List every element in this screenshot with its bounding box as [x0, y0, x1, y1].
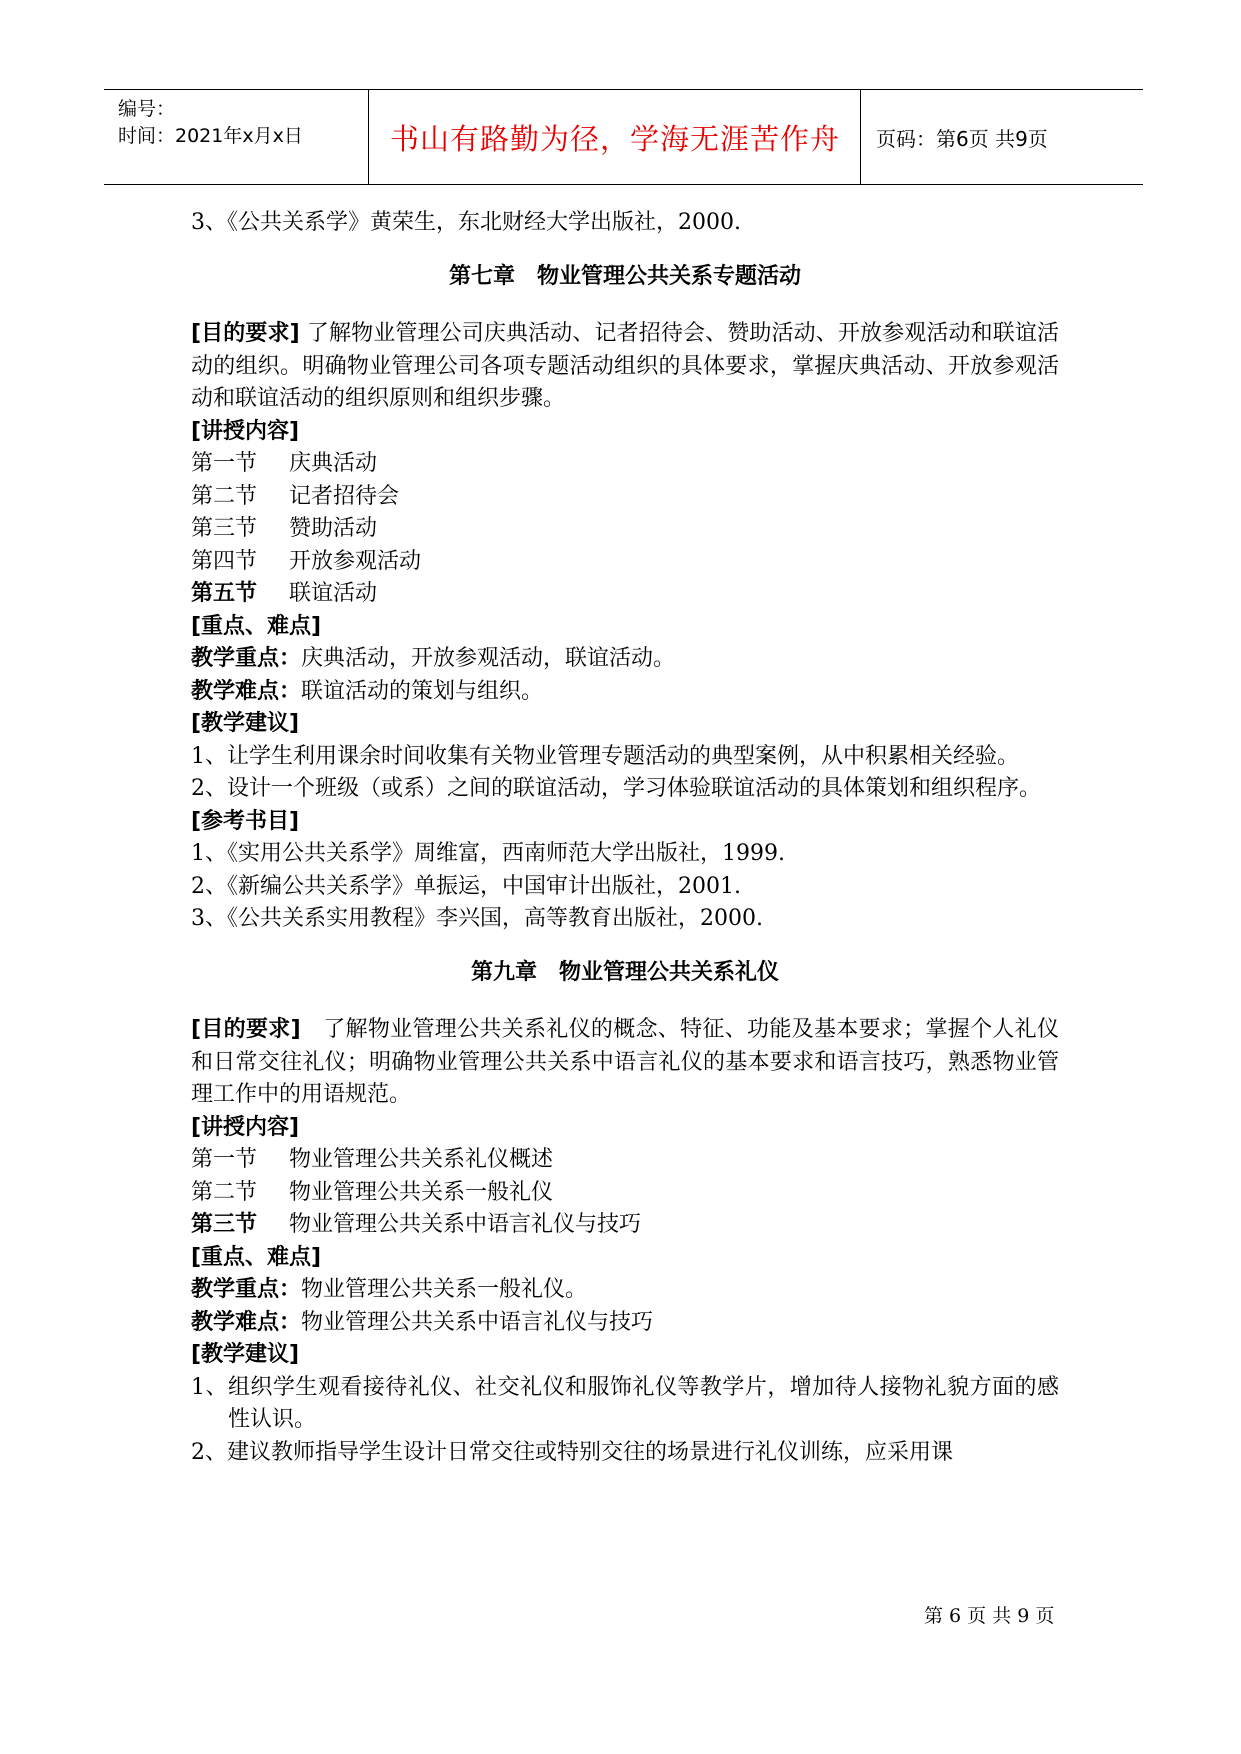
- ch7-key-point: 教学重点：庆典活动，开放参观活动，联谊活动。: [191, 646, 676, 671]
- header-left-cell: [104, 90, 369, 184]
- ch7-section: 第五节 联谊活动: [191, 581, 378, 606]
- header-page-cell: [862, 90, 1143, 184]
- ch7-advice-item: 1、让学生利用课余时间收集有关物业管理专题活动的典型案例，从中积累相关经验。: [191, 743, 1019, 769]
- ch7-section: 第一节 庆典活动: [191, 451, 378, 476]
- ch7-ref-label: [参考书目]: [191, 808, 300, 834]
- ch7-advice-item: 2、设计一个班级（或系）之间的联谊活动，学习体验联谊活动的具体策划和组织程序。: [191, 776, 1041, 801]
- chapter-9-title: 第九章 物业管理公共关系礼仪: [470, 959, 779, 985]
- ch9-key-point: 教学重点：物业管理公共关系一般礼仪。: [191, 1277, 588, 1302]
- motto: 书山有路勤为径，学海无涯苦作舟: [389, 121, 840, 156]
- ch7-section: 第四节 开放参观活动: [191, 548, 422, 574]
- ch9-content-label: [讲授内容]: [191, 1114, 300, 1140]
- ch7-advice-label: [教学建议]: [191, 711, 300, 736]
- ch9-goal-text: 了解物业管理公共关系礼仪的概念、特征、功能及基本要求；掌握个人礼仪和日常交往礼仪；明确物业管理公共关系中语言礼仪的基本要求和语言技巧，熟悉物业管理工作中的用语规范。: [191, 1017, 1059, 1107]
- ch9-goal-label: [目的要求]: [191, 1017, 301, 1042]
- page-footer: 第 6 页 共 9 页: [924, 1605, 1055, 1627]
- document-body: [191, 207, 1059, 1469]
- ch9-advice-item: 2、建议教师指导学生设计日常交往或特别交往的场景进行礼仪训练，应采用课: [191, 1439, 953, 1465]
- ch7-ref-item: 2、《新编公共关系学》单振运，中国审计出版社，2001.: [191, 873, 741, 899]
- ch7-ref-item: 3、《公共关系实用教程》李兴国，高等教育出版社，2000.: [191, 906, 763, 931]
- ch7-goal-label: [目的要求]: [191, 321, 300, 346]
- ch7-section: 第三节 赞助活动: [191, 516, 378, 541]
- ch9-advice-item: 1、组织学生观看接待礼仪、社交礼仪和服饰礼仪等教学片，增加待人接物礼貌方面的感性认识。: [191, 1374, 1059, 1432]
- ch9-advice-label: [教学建议]: [191, 1342, 300, 1367]
- ch9-difficulty: 教学难点：物业管理公共关系中语言礼仪与技巧: [191, 1309, 654, 1335]
- time-label: 时间：2021年x月x日: [118, 125, 303, 147]
- ch7-goal-text: 了解物业管理公司庆典活动、记者招待会、赞助活动、开放参观活动和联谊活动的组织。明确物业管理公司各项专题活动组织的具体要求，掌握庆典活动、开放参观活动和联谊活动的组织原则和组织步骤。: [191, 321, 1059, 411]
- ch7-section: 第二节 记者招待会: [191, 483, 400, 509]
- ch9-key-label: [重点、难点]: [191, 1244, 322, 1270]
- ch7-key-label: [重点、难点]: [191, 613, 322, 639]
- top-reference: 3、《公共关系学》黄荣生，东北财经大学出版社，2000.: [191, 210, 741, 235]
- header-table: [104, 89, 1143, 185]
- number-label: 编号：: [118, 98, 176, 120]
- ch9-goal: [191, 1014, 1059, 1112]
- ch9-section: 第二节 物业管理公共关系一般礼仪: [191, 1179, 554, 1205]
- ch9-section: 第三节 物业管理公共关系中语言礼仪与技巧: [191, 1212, 642, 1237]
- ch7-content-label: [讲授内容]: [191, 418, 300, 444]
- ch7-difficulty: 教学难点：联谊活动的策划与组织。: [191, 678, 544, 704]
- page-info: 页码：第6页 共9页: [876, 126, 1048, 151]
- chapter-7-title: 第七章 物业管理公共关系专题活动: [448, 263, 801, 289]
- ch9-section: 第一节 物业管理公共关系礼仪概述: [191, 1147, 554, 1172]
- ch7-goal: [191, 318, 1059, 416]
- ch7-ref-item: 1、《实用公共关系学》周维富，西南师范大学出版社，1999.: [191, 841, 785, 866]
- header-motto-cell: [370, 90, 861, 184]
